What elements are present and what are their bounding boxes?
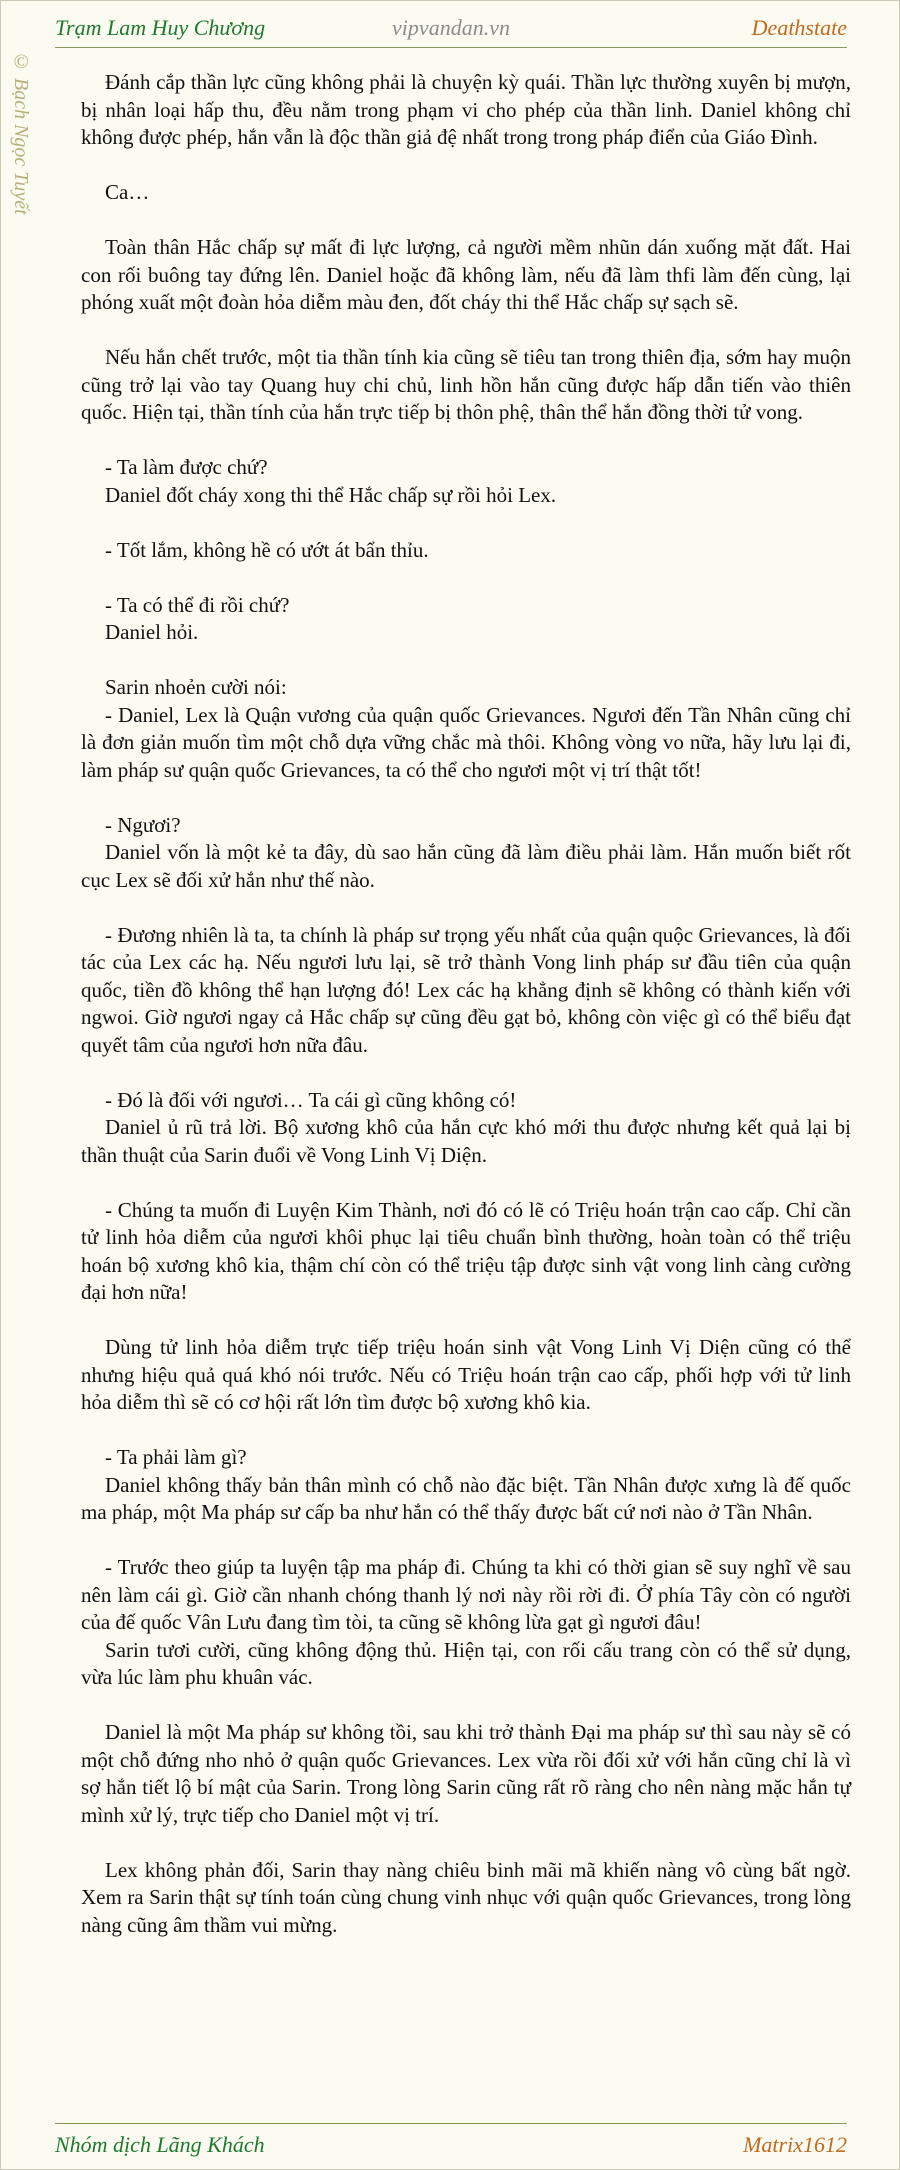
paragraph bbox=[81, 812, 851, 895]
watermark-text: © Bạch Ngọc Tuyết bbox=[10, 51, 32, 215]
paragraph-line: Daniel vốn là một kẻ ta đây, dù sao hắn cũng đã làm điều phải làm. Hắn muốn biết rốt cục Lex sẽ đối xử hắn như thế nào. bbox=[81, 840, 851, 892]
paragraph bbox=[81, 922, 851, 1060]
paragraph-line: Daniel không thấy bản thân mình có chỗ nào đặc biệt. Tần Nhân được xưng là đế quốc ma pháp, một Ma pháp sư cấp ba như hắn có thể thấy được bất cứ nơi nào ở Tần Nhân. bbox=[81, 1472, 851, 1524]
paragraph bbox=[81, 454, 851, 509]
paragraph bbox=[81, 1719, 851, 1829]
paragraph bbox=[81, 592, 851, 647]
paragraph bbox=[81, 344, 851, 427]
paragraph-line: - Đương nhiên là ta, ta chính là pháp sư trọng yếu nhất của quận quộc Grievances, là đối tác của Lex các hạ. Nếu ngươi lưu lại, sẽ trở thành Vong linh pháp sư đầu tiên của quận quốc, tiền đồ không thể hạn lượng đó! Lex các hạ khẳng định sẽ không có thành kiến với ngwoi. Giờ ngươi ngay cả Hắc chấp sự cũng đều gạt bỏ, không còn việc gì có thể biểu đạt quyết tâm của ngươi hơn nữa đâu. bbox=[81, 922, 851, 1057]
paragraph-line: - Ta phải làm gì? bbox=[105, 1445, 247, 1469]
paragraph bbox=[81, 1444, 851, 1527]
paragraph bbox=[81, 1554, 851, 1692]
paragraph-line: Daniel hỏi. bbox=[105, 620, 199, 644]
paragraph-line: Dùng tử linh hỏa diễm trực tiếp triệu hoán sinh vật Vong Linh Vị Diện cũng có thể nhưng hiệu quả quá khó nói trước. Nếu có Triệu hoán trận cao cấp, phối hợp với tử linh hỏa diễm thì sẽ có cơ hội rất lớn tìm được bộ xương khô kia. bbox=[81, 1335, 851, 1414]
paragraph bbox=[81, 674, 851, 784]
header-book-title: Deathstate bbox=[751, 15, 847, 40]
paragraph-line: Nếu hắn chết trước, một tia thần tính kia cũng sẽ tiêu tan trong thiên địa, sớm hay muộn cũng trở lại vào tay Quang huy chi chủ, linh hồn hắn cũng được hấp dẫn tiến vào thiên quốc. Hiện tại, thần tính của hắn trực tiếp bị thôn phệ, thân thể hắn đồng thời tử vong. bbox=[81, 345, 851, 424]
paragraph-line: - Ta có thể đi rồi chứ? bbox=[105, 592, 290, 617]
paragraph-line: Sarin tươi cười, cũng không động thủ. Hiện tại, con rối cấu trang còn có thể sử dụng, vừa lúc làm phu khuân vác. bbox=[81, 1637, 851, 1689]
paragraph-line: Sarin nhoẻn cười nói: bbox=[105, 675, 287, 699]
paragraph-line: - Tốt lắm, không hề có ướt át bẩn thỉu. bbox=[105, 537, 429, 562]
paragraph bbox=[81, 69, 851, 152]
paragraph-line: Đánh cắp thần lực cũng không phải là chuyện kỳ quái. Thần lực thường xuyên bị mượn, bị nhân loại hấp thu, đều nằm trong phạm vi cho phép của thần linh. Daniel không chỉ không được phép, hắn vẫn là độc thần giả đệ nhất trong trong pháp điển của Giáo Đình. bbox=[81, 70, 851, 149]
paragraph bbox=[81, 1857, 851, 1940]
page-footer bbox=[55, 2123, 847, 2164]
paragraph-line: - Ta làm được chứ? bbox=[105, 455, 268, 479]
paragraph-line: - Chúng ta muốn đi Luyện Kim Thành, nơi đó có lẽ có Triệu hoán trận cao cấp. Chỉ cần tử linh hỏa diễm của ngươi khôi phục lại tiêu chuẩn bình thường, hoàn toàn có thể triệu hoán bộ xương khô kia, thậm chí còn có thể triệu tập được sinh vật vong linh càng cường đại hơn nữa! bbox=[81, 1197, 851, 1304]
paragraph bbox=[81, 1087, 851, 1170]
paragraph-line: - Trước theo giúp ta luyện tập ma pháp đi. Chúng ta khi có thời gian sẽ suy nghĩ về sau nên làm cái gì. Giờ cần nhanh chóng thanh lý nơi này rồi rời đi. Ở phía Tây còn có người của đế quốc Vân Lưu đang tìm tòi, ta cũng sẽ không lừa gạt gì ngươi đâu! bbox=[81, 1555, 851, 1634]
header-site-url: vipvandan.vn bbox=[392, 15, 510, 40]
paragraph-line: Daniel đốt cháy xong thi thể Hắc chấp sự rồi hỏi Lex. bbox=[105, 482, 557, 507]
paragraph-line: Lex không phản đối, Sarin thay nàng chiêu binh mãi mã khiến nàng vô cùng bất ngờ. Xem ra Sarin thật sự tính toán cùng chung vinh nhục với quận quốc Grievances, trong lòng nàng cũng âm thầm vui mừng. bbox=[81, 1857, 851, 1937]
paragraph bbox=[81, 1334, 851, 1417]
paragraph bbox=[81, 1197, 851, 1307]
paragraph-line: - Ngươi? bbox=[105, 812, 181, 837]
paragraph bbox=[81, 537, 851, 565]
footer-translator-group: Nhóm dịch Lãng Khách bbox=[55, 2132, 265, 2157]
chapter-body bbox=[81, 69, 851, 1967]
paragraph bbox=[81, 179, 851, 207]
paragraph-line: - Daniel, Lex là Quận vương của quận quốc Grievances. Ngươi đến Tần Nhân cũng chỉ là đơn giản muốn tìm một chỗ dựa vững chắc mà thôi. Không vòng vo nữa, hãy lưu lại đi, làm pháp sư quận quốc Grievances, ta có thể cho ngươi một vị trí thật tốt! bbox=[81, 702, 851, 782]
paragraph bbox=[81, 234, 851, 317]
page-header bbox=[55, 9, 847, 48]
footer-editor: Matrix1612 bbox=[743, 2132, 847, 2157]
paragraph-line: Toàn thân Hắc chấp sự mất đi lực lượng, cả người mềm nhũn dán xuống mặt đất. Hai con rối buông tay đứng lên. Daniel hoặc đã không làm, nếu đã làm thfi làm đến cùng, lại phóng xuất một đoàn hỏa diễm màu đen, đốt cháy thi thể Hắc chấp sự sạch sẽ. bbox=[81, 235, 851, 314]
paragraph-line: - Đó là đối với ngươi… Ta cái gì cũng không có! bbox=[105, 1087, 517, 1112]
paragraph-line: Ca… bbox=[105, 180, 150, 204]
paragraph-line: Daniel ủ rũ trả lời. Bộ xương khô của hắn cực khó mới thu được nhưng kết quả lại bị thần thuật của Sarin đuổi về Vong Linh Vị Diện. bbox=[81, 1115, 851, 1167]
header-site-name: Trạm Lam Huy Chương bbox=[55, 15, 266, 40]
paragraph-line: Daniel là một Ma pháp sư không tồi, sau khi trở thành Đại ma pháp sư thì sau này sẽ có một chỗ đứng nho nhỏ ở quận quốc Grievances. Lex vừa rồi đối xử với hắn cũng chỉ là vì sợ hắn tiết lộ bí mật của Sarin. Trong lòng Sarin cũng rất rõ ràng cho nên nàng mặc hắn tự mình xử lý, trực tiếp cho Daniel một vị trí. bbox=[81, 1720, 851, 1827]
copyright-watermark bbox=[9, 51, 43, 261]
